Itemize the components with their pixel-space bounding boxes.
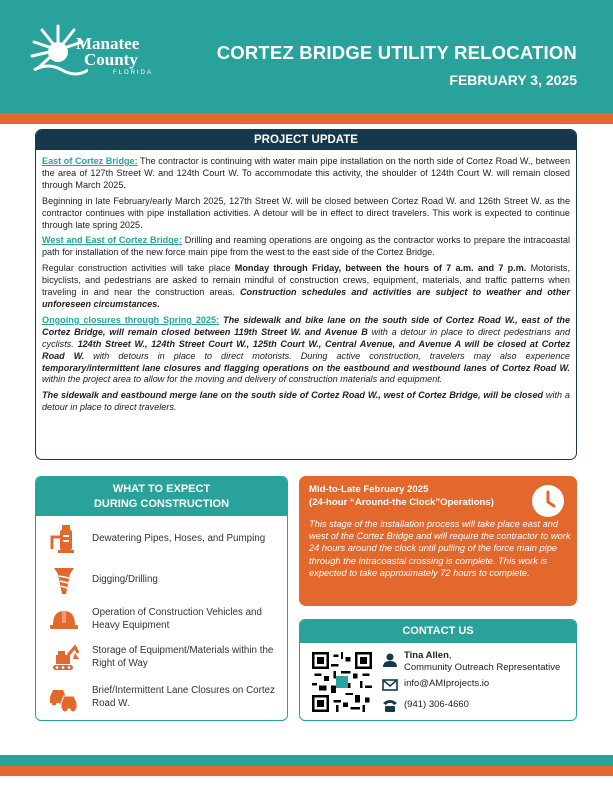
expect-heading-line-2: DURING CONSTRUCTION xyxy=(93,498,230,510)
east-of-bridge-link[interactable]: East of Cortez Bridge: xyxy=(42,156,138,166)
expect-item-closures xyxy=(36,677,286,717)
operations-title xyxy=(309,484,494,509)
operations-title-line-2: (24-hour “Around-the Clock”Operations) xyxy=(309,496,494,508)
operations-title-line-1: Mid-to-Late February 2025 xyxy=(309,484,429,495)
update-p4-text-b: Motorists, bicyclists, and pedestrians are asked to remain mindful of construction crews, equipment, materials, and traffic patterns when traveling in and near the construction areas. xyxy=(42,263,570,298)
footer-stripe-teal xyxy=(0,755,613,766)
update-paragraph-1 xyxy=(42,156,570,192)
clock-icon xyxy=(531,484,565,518)
update-p4-hours: Monday through Friday, between the hours of 7 a.m. and 7 p.m. xyxy=(234,263,527,274)
update-p5-italic-1: with a detour in place to direct pedestrians and cyclists. xyxy=(42,326,570,349)
footer-stripe-orange xyxy=(0,766,613,776)
manatee-county-logo xyxy=(28,22,158,92)
update-p5-bold-2: 124th Street W., 124th Street Court W., 125th Court W., Central Avenue, and Avenue A will be closed at Cortez Road W. xyxy=(42,338,570,361)
update-paragraph-2 xyxy=(42,196,570,232)
contact-name-suffix: , xyxy=(448,650,452,661)
update-paragraph-6 xyxy=(42,390,570,414)
logo-line-1: Manatee xyxy=(76,34,140,53)
contact-phone[interactable]: (941) 306-4660 xyxy=(404,699,469,710)
update-p5-bold-1: The sidewalk and bike lane on the south side of Cortez Road W., east of the Cortez Bridge, will remain closed between 119th Street W. and Avenue B xyxy=(42,314,570,337)
contact-email[interactable]: info@AMIprojects.io xyxy=(404,678,490,689)
cars-icon xyxy=(48,681,80,713)
contact-role: Community Outreach Representative xyxy=(404,662,561,673)
what-to-expect-panel xyxy=(35,476,288,721)
update-p1-text: The contractor is continuing with water main pipe installation on the north side of Cortez Road W., between the area of 127th Street W. and 124th Court W. To accommodate this activity, the shoulder of 124th Court W. will remain closed through March 2025. xyxy=(42,156,570,190)
expect-label-dewatering: Dewatering Pipes, Hoses, and Pumping xyxy=(92,533,266,544)
person-icon xyxy=(382,653,398,667)
expect-item-vehicles xyxy=(36,599,286,639)
operations-body: This stage of the installation process will take place east and west of the Cortez Bridge and will require the contractor to work 24 hours around the clock until pulling of the force main pipe through the intracoastal crossing is complete. This work is expected to take approximately 72 hours to complete. xyxy=(309,519,571,578)
update-p6-italic: with a detour in place to direct travelers. xyxy=(42,390,570,413)
update-p5-italic-2: with detours in place to direct motorists. During active construction, travelers may also experience xyxy=(84,350,570,361)
excavator-icon xyxy=(48,641,80,673)
update-p4-text-a: Regular construction activities will take place xyxy=(42,263,235,274)
update-paragraph-5 xyxy=(42,315,570,386)
expect-label-digging: Digging/Drilling xyxy=(92,574,158,585)
email-icon xyxy=(382,678,398,692)
ongoing-closures-link[interactable]: Ongoing closures through Spring 2025: xyxy=(42,314,220,325)
project-update-panel xyxy=(35,129,577,460)
logo-line-2: County xyxy=(84,50,138,69)
header-stripe xyxy=(0,113,613,124)
update-paragraph-4 xyxy=(42,263,570,311)
update-p4-disclaimer: Construction schedules and activities are subject to weather and other unforeseen circumstances. xyxy=(42,287,570,309)
expect-item-storage xyxy=(36,637,286,677)
update-paragraph-3 xyxy=(42,235,570,259)
update-p5-italic-3: within the project area to allow for the moving and delivery of construction materials and equipment. xyxy=(42,374,443,385)
contact-heading: CONTACT US xyxy=(300,620,576,643)
contact-panel xyxy=(299,619,577,721)
what-to-expect-heading xyxy=(36,477,287,516)
update-p3-text: Drilling and reaming operations are ongoing as the contractor works to prepare the intracoastal path for installation of the new force main pipe from the west to the east side of the Cortez Bridge. xyxy=(42,235,570,258)
update-p2-text: Beginning in late February/early March 2025, 127th Street W. will be closed between Cortez Road W. and 126th Street W. as the contractor continues with pipe installation activities. A detour will be in effect to direct travelers. This work is expected to continue through late spring 2025. xyxy=(42,195,570,230)
expect-heading-line-1: WHAT TO EXPECT xyxy=(112,483,211,495)
expect-item-dewatering xyxy=(36,519,286,559)
page-title: CORTEZ BRIDGE UTILITY RELOCATION xyxy=(216,42,577,63)
expect-item-digging xyxy=(36,560,286,600)
phone-icon xyxy=(382,698,398,712)
project-update-heading: PROJECT UPDATE xyxy=(36,130,576,150)
around-the-clock-panel xyxy=(299,476,577,606)
update-p5-bold-3: temporary/intermittent lane closures and flagging operations on the eastbound and westbound lanes of Cortez Road W. xyxy=(42,362,570,373)
expect-label-storage: Storage of Equipment/Materials within the Right of Way xyxy=(92,645,274,669)
drill-icon xyxy=(48,564,80,596)
header-banner xyxy=(0,0,613,113)
expect-label-vehicles: Operation of Construction Vehicles and Heavy Equipment xyxy=(92,607,262,631)
contact-name-block xyxy=(404,650,560,674)
expect-label-closures: Brief/Intermittent Lane Closures on Cortez Road W. xyxy=(92,685,275,709)
west-east-bridge-link[interactable]: West and East of Cortez Bridge: xyxy=(42,235,182,246)
contact-name: Tina Allen xyxy=(404,650,449,661)
page-date: FEBRUARY 3, 2025 xyxy=(449,72,577,88)
hard-hat-icon xyxy=(48,603,80,635)
qr-code[interactable] xyxy=(312,652,372,712)
logo-subtitle: FLORIDA xyxy=(113,70,154,76)
update-p6-bold: The sidewalk and eastbound merge lane on the south side of Cortez Road W., west of Cortez Bridge, will be closed xyxy=(42,390,544,401)
pump-icon xyxy=(48,523,80,555)
